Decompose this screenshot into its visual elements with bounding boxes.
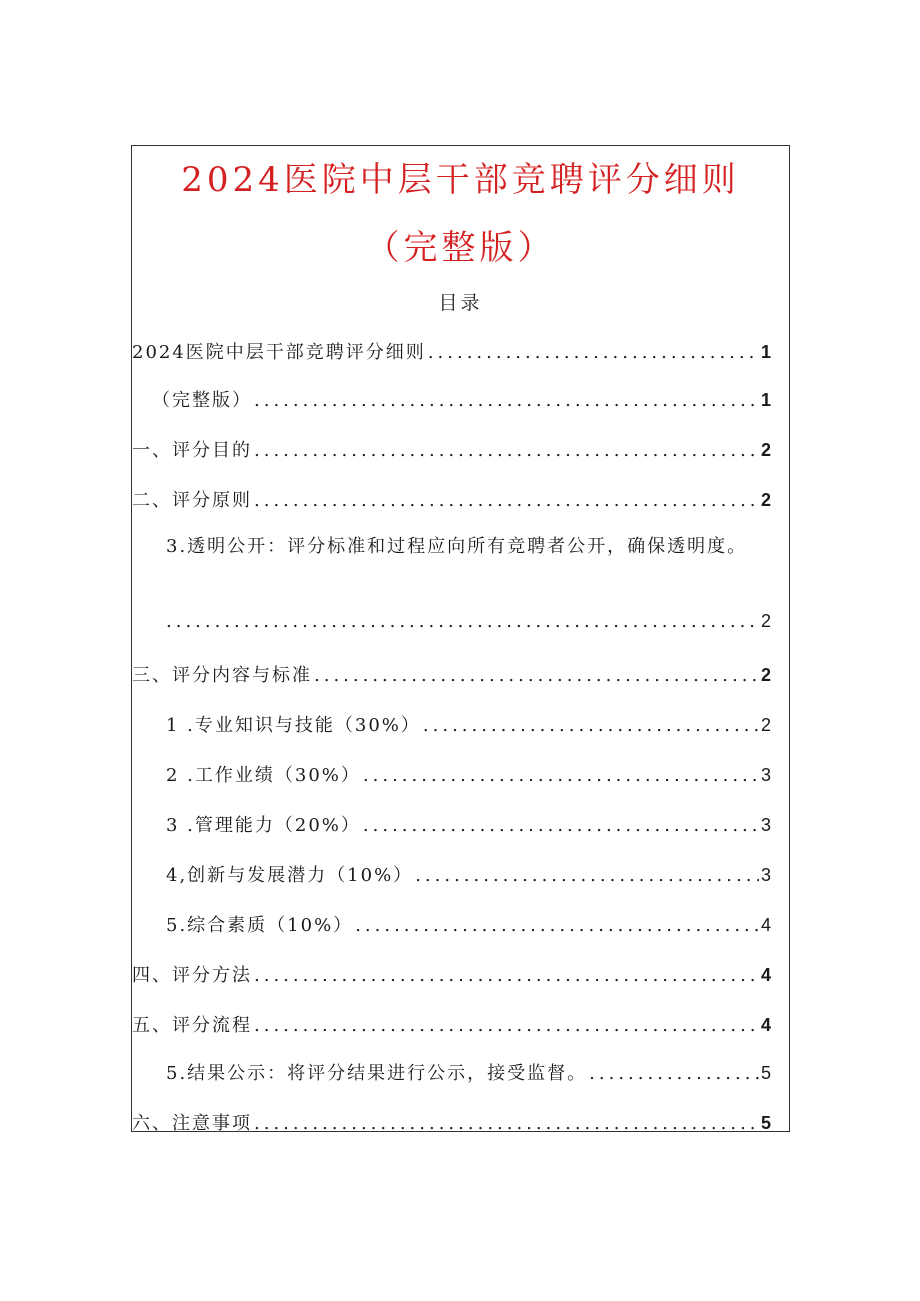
toc-entry-text: 五、评分流程 [132, 1015, 252, 1036]
toc-leader-dots [254, 1113, 759, 1134]
toc-leader-dots [254, 490, 759, 511]
toc-leader-dots [254, 390, 759, 411]
toc-entry[interactable] [166, 761, 771, 787]
toc-entry-page: 4 [760, 915, 771, 935]
toc-entry[interactable] [132, 436, 771, 462]
toc-entry-page: 2 [760, 490, 771, 510]
toc-entry-page: 2 [760, 665, 771, 685]
toc-leader-dots [166, 611, 759, 632]
toc-leader-dots [314, 665, 759, 686]
toc-leader-dots [254, 965, 759, 986]
toc-entry-page: 2 [760, 611, 771, 631]
toc-entry[interactable] [132, 1011, 771, 1037]
toc-entry-text: 5.综合素质（10%） [166, 915, 354, 936]
toc-list [132, 146, 789, 1134]
toc-entry[interactable] [132, 1109, 771, 1135]
toc-leader-dots [589, 1063, 759, 1084]
toc-entry[interactable] [132, 338, 771, 364]
toc-entry-page: 5 [760, 1063, 771, 1083]
toc-entry-text: 六、注意事项 [132, 1113, 252, 1134]
document-frame [131, 145, 790, 1132]
toc-leader-dots [254, 440, 759, 461]
toc-leader-dots [254, 1015, 759, 1036]
toc-entry-page: 2 [760, 715, 771, 735]
toc-entry-text: 3 .管理能力（20%） [166, 815, 361, 836]
toc-entry-text: 2 .工作业绩（30%） [166, 765, 361, 786]
toc-entry[interactable] [152, 386, 771, 412]
toc-entry[interactable] [132, 486, 771, 512]
toc-leader-dots [363, 815, 759, 836]
toc-entry[interactable] [166, 1059, 771, 1085]
toc-entry-continuation[interactable] [166, 611, 771, 632]
toc-entry-text: 一、评分目的 [132, 440, 252, 461]
toc-entry-text: 5.结果公示：将评分结果进行公示，接受监督。 [166, 1063, 588, 1084]
toc-entry[interactable] [166, 861, 771, 887]
document-subtitle: （完整版） [365, 228, 556, 268]
toc-leader-dots [355, 915, 759, 936]
toc-entry-text: 1 .专业知识与技能（30%） [166, 715, 421, 736]
toc-entry-text: 三、评分内容与标准 [132, 665, 312, 686]
toc-leader-dots [363, 765, 759, 786]
toc-entry-page: 3 [760, 765, 771, 785]
document-title: 2024医院中层干部竞聘评分细则 [181, 160, 740, 200]
toc-leader-dots [415, 865, 759, 886]
toc-entry-page: 3 [760, 865, 771, 885]
toc-entry-wrapped-text[interactable]: 3.透明公开：评分标准和过程应向所有竞聘者公开，确保透明度。 [166, 536, 748, 557]
toc-entry-text: 2024医院中层干部竞聘评分细则 [132, 342, 426, 363]
toc-heading: 目录 [438, 292, 483, 314]
toc-entry-page: 5 [760, 1113, 771, 1133]
toc-entry[interactable] [166, 711, 771, 737]
toc-entry[interactable] [132, 961, 771, 987]
toc-entry-text: 四、评分方法 [132, 965, 252, 986]
toc-entry-text: （完整版） [152, 390, 252, 411]
toc-entry-text: 4,创新与发展潜力（10%） [166, 865, 414, 886]
toc-entry[interactable] [166, 811, 771, 837]
toc-entry-page: 4 [760, 965, 771, 985]
toc-entry-page: 1 [760, 342, 771, 362]
toc-leader-dots [423, 715, 759, 736]
toc-leader-dots [428, 342, 759, 363]
toc-entry[interactable] [132, 661, 771, 687]
toc-entry-text: 二、评分原则 [132, 490, 252, 511]
toc-entry-page: 2 [760, 440, 771, 460]
toc-entry-page: 4 [760, 1015, 771, 1035]
toc-entry-page: 3 [760, 815, 771, 835]
toc-entry-page: 1 [760, 390, 771, 410]
toc-entry[interactable] [166, 911, 771, 937]
